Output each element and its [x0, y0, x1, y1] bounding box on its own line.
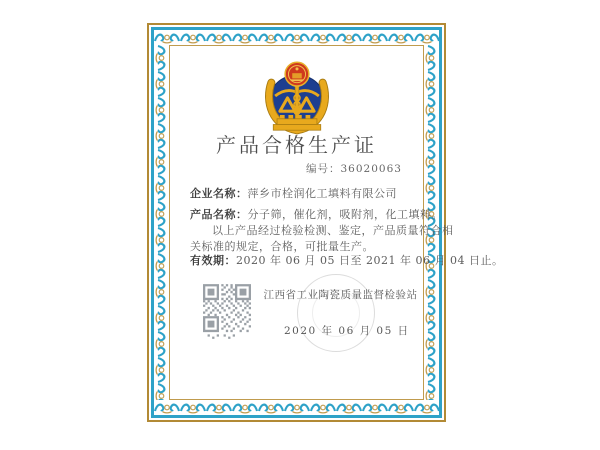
certificate-content	[170, 46, 504, 399]
statement-line-1: 以上产品经过检验检测、鉴定，产品质量符合相	[212, 224, 454, 237]
qr-code-icon	[203, 284, 251, 339]
issue-date: 2020 年 06 月 05 日	[284, 325, 410, 337]
ornament-strip-bottom	[154, 400, 439, 415]
product-name-value: 分子筛，催化剂，吸附剂，化工填料。	[247, 208, 443, 221]
certificate-title: 产品合格生产证	[216, 133, 377, 157]
serial-value: 36020063	[340, 163, 402, 175]
statement-line-2: 关标准的规定，合格，可批量生产。	[190, 240, 374, 253]
ornament-strip-top	[154, 30, 439, 45]
issuer-name: 江西省工业陶瓷质量监督检验站	[263, 289, 418, 301]
serial-number	[306, 161, 402, 176]
product-name-label: 产品名称：	[190, 208, 248, 221]
official-seal	[297, 274, 375, 352]
company-name-label: 企业名称：	[190, 187, 248, 200]
ornament-strip-left	[154, 45, 169, 400]
product-name-row	[190, 206, 443, 222]
company-name-row	[190, 185, 397, 201]
serial-label: 编号：	[306, 163, 341, 175]
company-name-value: 萍乡市栓润化工填料有限公司	[247, 187, 397, 200]
validity-row	[190, 252, 503, 268]
validity-value: 2020 年 06 月 05 日至 2021 年 06 月 04 日止。	[236, 254, 504, 267]
certificate	[147, 23, 504, 422]
quality-supervision-emblem-icon	[259, 56, 335, 140]
validity-label: 有效期：	[190, 254, 236, 267]
